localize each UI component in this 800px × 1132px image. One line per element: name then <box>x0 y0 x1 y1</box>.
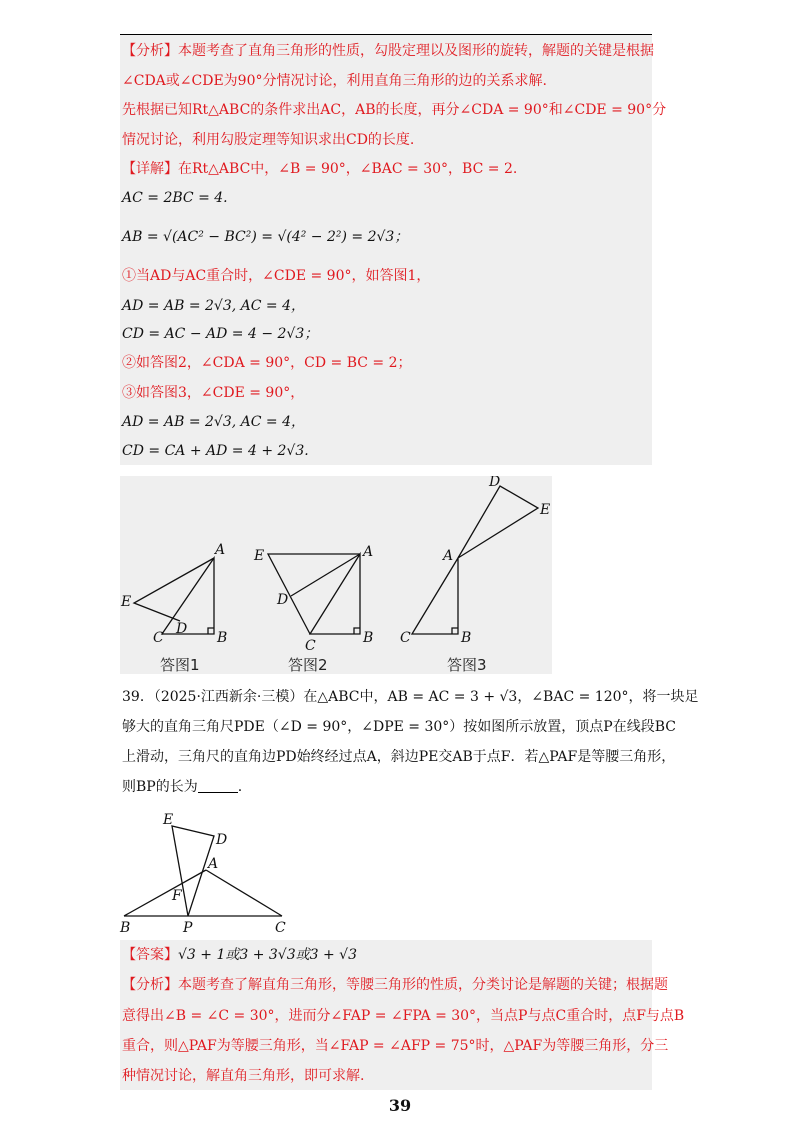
detail-line-1: 【详解】在Rt△ABC中，∠B = 90°，∠BAC = 30°，BC = 2. <box>122 161 518 177</box>
q39-label-e: E <box>163 812 174 828</box>
question-39-figure <box>110 808 300 936</box>
fig1-label-b: B <box>217 630 228 646</box>
case-1-cd: CD = AC − AD = 4 − 2√3； <box>122 326 319 342</box>
question-39-line-2: 够大的直角三角尺PDE（∠D = 90°，∠DPE = 30°）按如图所示放置，顶点P在线段BC <box>122 719 676 735</box>
case-2-heading: ②如答图2，∠CDA = 90°，CD = BC = 2； <box>122 355 412 371</box>
fig3-label-e: E <box>540 502 551 518</box>
fig2-label-d: D <box>277 592 289 608</box>
fig1-label-e: E <box>121 594 132 610</box>
detail-tag: 【详解】 <box>122 161 178 177</box>
fig2-label-b: B <box>363 630 374 646</box>
q39-label-b: B <box>120 920 131 936</box>
q39-label-f: F <box>172 888 182 904</box>
caption-figure-1: 答图1 <box>160 656 200 674</box>
fig1-label-d: D <box>176 621 188 637</box>
case-3-heading: ③如答图3，∠CDE = 90°， <box>122 385 305 401</box>
q39-label-a: A <box>208 856 219 872</box>
fig2-label-e: E <box>254 548 265 564</box>
answer-figures-svg <box>120 476 552 674</box>
fig1-label-c: C <box>153 630 164 646</box>
answer-analysis-tag: 【分析】 <box>122 977 178 993</box>
answer-analysis-line-2: 意得出∠B = ∠C = 30°，进而分∠FAP = ∠FPA = 30°，当点P与点C重合时，点F与点B <box>122 1008 685 1024</box>
answer-analysis-line-1: 【分析】本题考查了解直角三角形，等腰三角形的性质，分类讨论是解题的关键；根据题 <box>122 977 668 993</box>
q39-label-c: C <box>275 920 286 936</box>
answer-analysis-line-4: 种情况讨论，解直角三角形，即可求解. <box>122 1068 365 1084</box>
case-3-cd: CD = CA + AD = 4 + 2√3. <box>122 443 309 459</box>
fig3-label-c: C <box>400 630 411 646</box>
case-3-ad: AD = AB = 2√3, AC = 4， <box>122 414 305 430</box>
caption-figure-2: 答图2 <box>288 656 328 674</box>
q39-label-p: P <box>183 920 193 936</box>
analysis-line-3: 先根据已知Rt△ABC的条件求出AC，AB的长度，再分∠CDA = 90°和∠CDE = 90°分 <box>122 102 667 118</box>
answer-blank <box>198 778 238 793</box>
analysis-line-2: ∠CDA或∠CDE为90°分情况讨论，利用直角三角形的边的关系求解. <box>122 73 547 89</box>
case-1-ad: AD = AB = 2√3, AC = 4， <box>122 298 305 314</box>
analysis-tag: 【分析】 <box>122 43 178 59</box>
caption-figure-3: 答图3 <box>447 656 487 674</box>
analysis-line-4: 情况讨论，利用勾股定理等知识求出CD的长度. <box>122 132 415 148</box>
q39-label-d: D <box>216 832 228 848</box>
figure-3 <box>412 486 538 634</box>
fig3-label-b: B <box>461 630 472 646</box>
fig2-label-c: C <box>305 638 316 654</box>
answer-analysis-line-3: 重合，则△PAF为等腰三角形，当∠FAP = ∠AFP = 75°时，△PAF为等腰三角形，分三 <box>122 1038 669 1054</box>
analysis-line-1: 【分析】本题考查了直角三角形的性质，勾股定理以及图形的旋转，解题的关键是根据 <box>122 43 654 59</box>
question-39-line-4: 则BP的长为 . <box>122 779 243 795</box>
question-39-line-3: 上滑动，三角尺的直角边PD始终经过点A，斜边PE交AB于点F．若△PAF是等腰三角形， <box>122 749 676 765</box>
fig3-label-d: D <box>489 476 501 490</box>
answer-line <box>122 946 357 964</box>
ab-equation: AB = √(AC² − BC²) = √(4² − 2²) = 2√3； <box>122 229 409 245</box>
answer-tag: 【答案】 <box>122 947 178 963</box>
page-number: 39 <box>388 1096 412 1115</box>
case-1-heading: ①当AD与AC重合时，∠CDE = 90°，如答图1， <box>122 268 431 284</box>
question-39-line-1: 39．（2025·江西新余·三模）在△ABC中，AB = AC = 3 + √3，∠BAC = 120°，将一块足 <box>122 689 699 705</box>
ac-equation: AC = 2BC = 4. <box>122 190 228 206</box>
fig3-label-a: A <box>443 548 454 564</box>
answer-figures-panel <box>120 476 552 674</box>
fig1-label-a: A <box>215 542 226 558</box>
answer-value: √3 + 1或3 + 3√3或3 + √3 <box>178 947 358 963</box>
figure-1 <box>134 558 214 634</box>
fig2-label-a: A <box>363 544 374 560</box>
